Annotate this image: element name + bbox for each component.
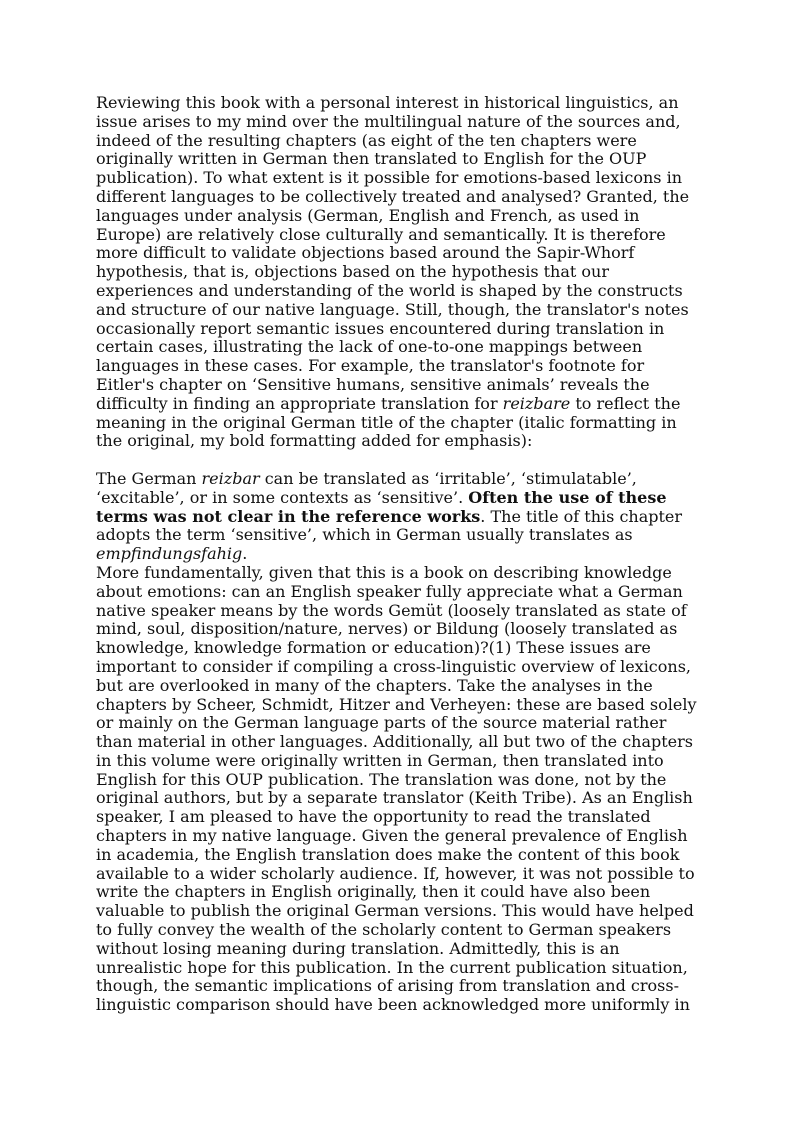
text-line: adopts the term ‘sensitive’, which in German usually translates as — [96, 525, 633, 545]
text-line: important to consider if compiling a cross-linguistic overview of lexicons, — [96, 656, 691, 676]
text-line: to fully convey the wealth of the scholarly content to German speakers — [96, 920, 672, 940]
text-line — [96, 470, 716, 489]
text-line: without losing meaning during translation. Admittedly, this is an — [96, 938, 620, 958]
text-line: and structure of our native language. Still, though, the translator's notes — [96, 299, 689, 319]
italic-term: reizbar — [201, 468, 260, 488]
text-line: about emotions: can an English speaker fully appreciate what a German — [96, 581, 683, 601]
text-line — [96, 508, 716, 527]
block-quote — [96, 470, 716, 564]
text-line: publication). To what extent is it possible for emotions-based lexicons in — [96, 168, 683, 188]
text-line — [96, 545, 716, 564]
text-line: linguistic comparison should have been acknowledged more uniformly in — [96, 995, 690, 1015]
text-line: write the chapters in English originally, then it could have also been — [96, 882, 651, 902]
text-line: languages in these cases. For example, the translator's footnote for — [96, 356, 645, 376]
text-run: . — [242, 544, 248, 564]
text-line: or mainly on the German language parts of the source material rather — [96, 713, 667, 733]
bold-emphasis: terms was not clear in the reference works — [96, 506, 481, 526]
text-line: More fundamentally, given that this is a book on describing knowledge — [96, 562, 672, 582]
text-line: valuable to publish the original German versions. This would have helped — [96, 901, 694, 921]
text-line: Reviewing this book with a personal interest in historical linguistics, an — [96, 93, 679, 112]
text-line: issue arises to my mind over the multilingual nature of the sources and, — [96, 111, 681, 131]
text-line: more difficult to validate objections based around the Sapir-Whorf — [96, 243, 635, 263]
text-line: in this volume were originally written in German, then translated into — [96, 750, 664, 770]
text-line: original authors, but by a separate translator (Keith Tribe). As an English — [96, 788, 693, 808]
paragraph-main — [96, 564, 716, 1015]
text-run: ‘excitable’, or in some contexts as ‘sensitive’. — [96, 487, 469, 507]
text-line: languages under analysis (German, English and French, as used in — [96, 205, 640, 225]
text-line: occasionally report semantic issues encountered during translation in — [96, 318, 665, 338]
paragraph-intro — [96, 94, 716, 451]
text-line: available to a wider scholarly audience. If, however, it was not possible to — [96, 863, 695, 883]
text-line: in academia, the English translation does make the content of this book — [96, 844, 680, 864]
text-line: certain cases, illustrating the lack of one-to-one mappings between — [96, 337, 643, 357]
text-line: unrealistic hope for this publication. In the current publication situation, — [96, 957, 688, 977]
text-run: The German — [96, 468, 202, 488]
text-line: originally written in German then translated to English for the OUP — [96, 149, 647, 169]
document-page — [96, 94, 716, 1015]
text-line: Eitler's chapter on ‘Sensitive humans, sensitive animals’ reveals the — [96, 374, 650, 394]
text-line: chapters in my native language. Given the general prevalence of English — [96, 826, 688, 846]
text-line: Europe) are relatively close culturally and semantically. It is therefore — [96, 224, 666, 244]
text-line: hypothesis, that is, objections based on the hypothesis that our — [96, 262, 609, 282]
text-run: can be translated as ‘irritable’, ‘stimulatable’, — [259, 468, 637, 488]
text-line: meaning in the original German title of the chapter (italic formatting in — [96, 412, 677, 432]
text-line: native speaker means by the words Gemüt (loosely translated as state of — [96, 600, 687, 620]
text-line: English for this OUP publication. The translation was done, not by the — [96, 769, 667, 789]
text-line: though, the semantic implications of arising from translation and cross- — [96, 976, 679, 996]
text-line: knowledge, knowledge formation or education)?(1) These issues are — [96, 638, 651, 658]
bold-emphasis: Often the use of these — [468, 487, 667, 507]
text-line: but are overlooked in many of the chapters. Take the analyses in the — [96, 675, 653, 695]
text-line: chapters by Scheer, Schmidt, Hitzer and Verheyen: these are based solely — [96, 694, 697, 714]
text-line: mind, soul, disposition/nature, nerves) or Bildung (loosely translated as — [96, 619, 678, 639]
text-line — [96, 395, 716, 414]
italic-term: empfindungsfahig — [96, 544, 243, 564]
text-run: to reflect the — [570, 393, 681, 413]
text-line: indeed of the resulting chapters (as eight of the ten chapters were — [96, 130, 637, 150]
text-line: than material in other languages. Additionally, all but two of the chapters — [96, 732, 693, 752]
text-line: the original, my bold formatting added for emphasis): — [96, 431, 533, 451]
text-run: . The title of this chapter — [480, 506, 683, 526]
text-line: different languages to be collectively treated and analysed? Granted, the — [96, 186, 690, 206]
text-line: speaker, I am pleased to have the opportunity to read the translated — [96, 807, 651, 827]
text-line — [96, 489, 716, 508]
text-line: experiences and understanding of the world is shaped by the constructs — [96, 280, 683, 300]
italic-term: reizbare — [502, 393, 571, 413]
text-run: difficulty in finding an appropriate translation for — [96, 393, 503, 413]
